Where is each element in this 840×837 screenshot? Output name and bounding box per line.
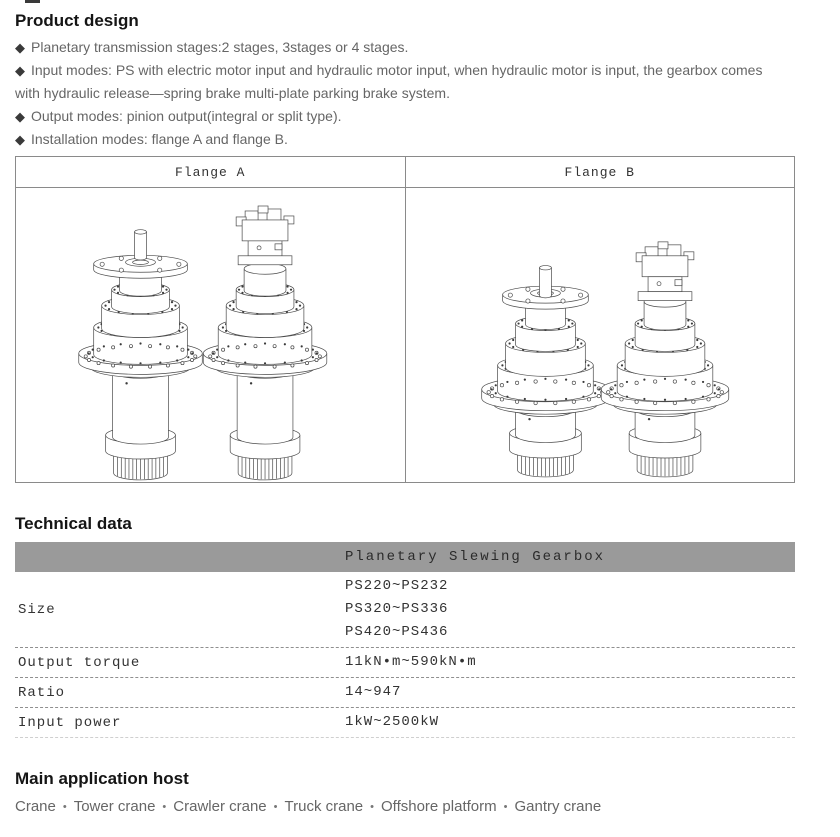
row-values [345,711,795,734]
catalog-page [15,0,795,817]
gearbox-electric-input [481,266,609,477]
flange-table-body-row [16,188,794,482]
flange-table [15,156,795,483]
bullet-item [15,128,772,151]
bullet-separator-icon: • [62,801,67,813]
bullet-separator-icon: • [273,801,278,813]
table-row [15,708,795,738]
row-values [345,681,795,704]
bullet-item [15,59,772,105]
bullet-list [15,36,772,151]
cropped-text-fragment [25,0,40,3]
technical-table-header-label: Planetary Slewing Gearbox [345,549,606,565]
bullet-text: Output modes: pinion output(integral or split type). [31,108,342,124]
row-value: 11kN•m~590kN•m [345,654,477,670]
table-row [15,648,795,678]
row-label: Size [18,601,56,618]
row-values [345,575,795,644]
diamond-icon: ◆ [15,109,25,124]
bullet-item [15,36,772,59]
flange-a-drawings [16,188,405,482]
bullet-text: Input modes: PS with electric motor input and hydraulic motor input, when hydraulic motor is input, the gearbox comes with hydraulic release—spring brake multi-plate parking brake system. [15,62,763,101]
gearbox-electric-input [79,230,203,480]
diamond-icon: ◆ [15,132,25,147]
technical-table [15,542,795,738]
application-list [15,797,795,817]
bullet-separator-icon: • [503,801,508,813]
diamond-icon: ◆ [15,40,25,55]
flange-b-drawings [405,188,795,482]
gearbox-hydraulic-input [203,206,327,480]
technical-table-header [15,542,795,572]
application-item: Tower crane [73,798,156,815]
table-row [15,678,795,708]
row-value: 14~947 [345,684,402,700]
bullet-item [15,105,772,128]
row-value: PS220~PS232 [345,578,449,594]
row-value: PS320~PS336 [345,601,449,617]
flange-b-header: Flange B [405,157,795,187]
section-title-main-application: Main application host [15,769,189,788]
gearbox-hydraulic-input [601,242,729,477]
bullet-text: Installation modes: flange A and flange B. [31,131,288,147]
application-item: Crawler crane [173,798,267,815]
section-title-product-design: Product design [15,11,139,30]
application-item: Crane [15,798,56,815]
application-item: Gantry crane [514,798,602,815]
application-item: Truck crane [284,798,364,815]
section-title-technical-data: Technical data [15,514,132,533]
technical-table-rows [15,572,795,738]
bullet-separator-icon: • [162,801,167,813]
row-value: PS420~PS436 [345,624,449,640]
row-value: 1kW~2500kW [345,714,440,730]
row-label: Ratio [18,684,66,701]
flange-table-header-row [16,157,794,188]
row-label: Output torque [18,654,141,671]
application-item: Offshore platform [381,798,497,815]
row-values [345,651,795,674]
flange-a-drawings-svg [16,188,405,482]
row-label: Input power [18,714,122,731]
flange-b-drawings-svg [406,188,795,482]
flange-a-header: Flange A [175,164,246,180]
diamond-icon: ◆ [15,63,25,78]
bullet-separator-icon: • [370,801,375,813]
bullet-text: Planetary transmission stages:2 stages, 3stages or 4 stages. [31,39,409,55]
table-row [15,572,795,648]
